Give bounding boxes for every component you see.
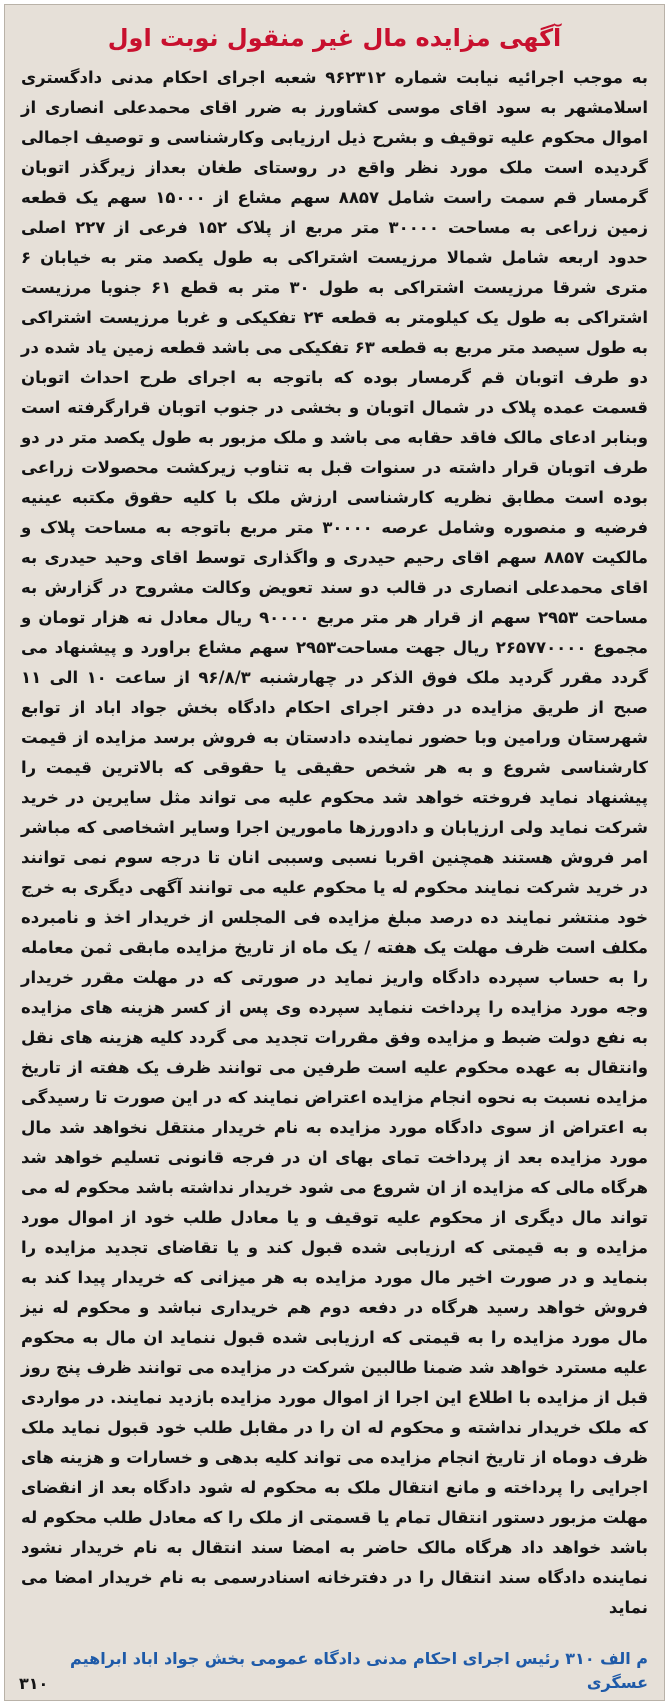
notice-signature: م الف ۳۱۰ رئیس اجرای احکام مدنی دادگاه عمومی بخش جواد اباد ابراهیم عسگری	[70, 1649, 648, 1692]
notice-title: آگهی مزایده مال غیر منقول نوبت اول	[107, 24, 562, 52]
auction-notice	[4, 4, 665, 1701]
notice-body: به موجب اجرائیه نیابت شماره ۹۶۲۳۱۲ شعبه اجرای احکام مدنی دادگستری اسلامشهر به سود اقای موسی کشاورز به ضرر اقای محمدعلی انصاری از اموال محکوم علیه توقیف و بشرح ذیل ارزیابی وکارشناسی و توصیف اجمالی گردیده است ملک مورد نظر واقع در روستای طغان بعداز زیرگذر اتوبان گرمسار قم سمت راست شامل ۸۸۵۷ سهم مشاع از ۱۵۰۰۰ سهم یک قطعه زمین زراعی به مساحت ۳۰۰۰۰ متر مربع از پلاک ۱۵۲ فرعی از ۲۲۷ اصلی حدود اربعه شامل شمالا مرزیست اشتراکی به طول یکصد متر به خیابان ۶ متری شرقا مرزیست اشتراکی به طول ۳۰ متر به قطع ۶۱ جنوبا مرزیست اشتراکی به طول یک کیلومتر به قطعه ۲۴ تفکیکی و غربا مرزیست اشتراکی به طول سیصد متر مربع به قطعه ۶۳ تفکیکی می باشد قطعه زمین یاد شده در دو طرف اتوبان قم گرمسار بوده که باتوجه به اجرای طرح احداث اتوبان قسمت عمده پلاک در شمال اتوبان و بخشی در جنوب اتوبان قرارگرفته است وبنابر ادعای مالک فاقد حقابه می باشد و ملک مزبور به طول یکصد متر در دو طرف اتوبان قرار داشته در سنوات قبل به تناوب زیرکشت محصولات زراعی بوده است مطابق نظریه کارشناسی ارزش ملک با کلیه حقوق مکتبه عینیه فرضیه و منصوره وشامل عرصه ۳۰۰۰۰ متر مربع باتوجه به مساحت پلاک و مالکیت ۸۸۵۷ سهم اقای رحیم حیدری و واگذاری توسط اقای وحید حیدری به اقای محمدعلی انصاری در قالب دو سند تعویض وکالت مشروح در گزارش به مساحت ۲۹۵۳ سهم از قرار هر متر مربع ۹۰۰۰۰ ریال معادل نه هزار تومان و مجموع ۲۶۵۷۷۰۰۰۰ ریال جهت مساحت۲۹۵۳ سهم مشاع براورد و پیشنهاد می گردد مقرر گردید ملک فوق الذکر در چهارشنبه ۹۶/۸/۳ از ساعت ۱۰ الی ۱۱ صبح از طریق مزایده در دفتر اجرای احکام دادگاه بخش جواد اباد از توابع شهرستان ورامین وبا حضور نماینده دادستان به فروش برسد مزایده از قیمت کارشناسی شروع و به هر شخص حقیقی یا حقوقی که بالاترین قیمت را پیشنهاد نماید فروخته خواهد شد محکوم علیه می تواند مثل سایرین در خرید شرکت نماید ولی ارزیابان و دادورزها مامورین اجرا وسایر اشخاصی که مباشر امر فروش هستند همچنین اقربا نسبی وسببی انان تا درجه سوم نمی توانند در خرید شرکت نمایند محکوم له یا محکوم علیه می توانند آگهی دیگری به خرج خود منتشر نمایند ده درصد مبلغ مزایده فی المجلس از خریدار اخذ و نامبرده مکلف است ظرف مهلت یک هفته / یک ماه از تاریخ مزایده مابقی ثمن معامله را به حساب سپرده دادگاه واریز نماید در صورتی که در مهلت مقرر خریدار وجه مورد مزایده را پرداخت ننماید سپرده وی پس از کسر هزینه های مزایده به نفع دولت ضبط و مزایده وفق مقررات تجدید می گردد کلیه هزینه های نقل وانتقال به عهده محکوم علیه است طرفین می توانند ظرف یک هفته از تاریخ مزایده نسبت به نحوه انجام مزایده اعتراض نمایند که در این صورت تا رسیدگی به اعتراض از سوی دادگاه مورد مزایده به نام خریدار منتقل نخواهد شد مال مورد مزایده بعد از پرداخت تمای بهای ان در فرجه قانونی تسلیم خواهد شد هرگاه مالی که مزایده از ان شروع می شود خریدار نداشته باشد محکوم له می تواند مال دیگری از محکوم علیه توقیف و یا معادل طلب خود از اموال مورد مزایده و به قیمتی که ارزیابی شده قبول کند و یا تقاضای تجدید مزایده را بنماید و در صورت اخیر مال مورد مزایده به هر میزانی که خریدار پیدا کند به فروش خواهد رسید هرگاه در دفعه دوم هم خریداری نباشد و محکوم له نیز مال مورد مزایده را به قیمتی که ارزیابی شده قبول ننماید ان مال به محکوم علیه مسترد خواهد شد ضمنا طالبین شرکت در مزایده می توانند ظرف پنج روز قبل از مزایده با اطلاع این اجرا از اموال مورد مزایده بازدید نمایند. در مواردی که ملک خریدار نداشته و محکوم له ان را در مقابل طلب خود قبول نماید ملک ظرف دوماه از تاریخ انجام مزایده می تواند کلیه بدهی و خسارات و هزینه های اجرایی را پرداخته و مانع انتقال ملک به محکوم له شود دادگاه بعد از انقضای مهلت مزبور دستور انتقال تمام یا قسمتی از ملک را که معادل طلب محکوم له باشد خواهد داد هرگاه مالک حاضر به امضا سند انتقال به نام خریدار نشود نماینده دادگاه سند انتقال را در دفترخانه اسنادرسمی به نام خریدار امضا می نماید	[21, 68, 649, 1617]
page-number: ۳۱۰	[19, 1674, 49, 1693]
